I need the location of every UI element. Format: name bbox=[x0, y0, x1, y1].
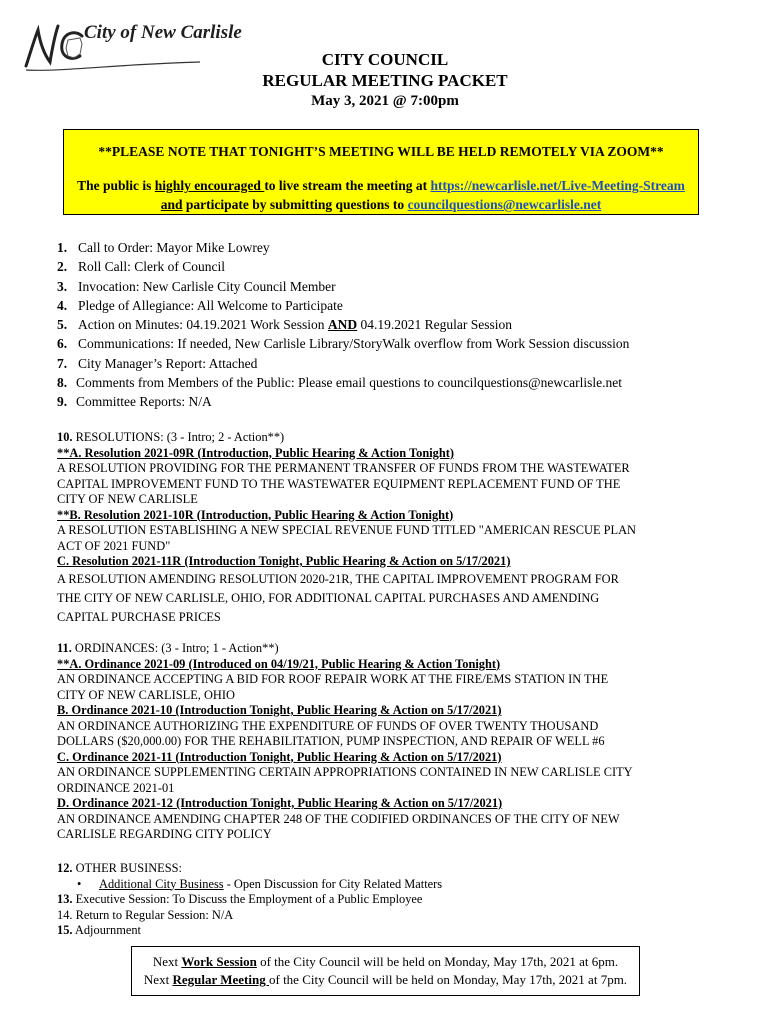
agenda-text: Call to Order: Mayor Mike Lowrey bbox=[78, 240, 270, 255]
notice-text: The public is bbox=[77, 178, 155, 193]
ordinance-text: CITY OF NEW CARLISLE, OHIO bbox=[57, 687, 235, 702]
ordinance-title: B. Ordinance 2021-10 (Introduction Tonight, Public Hearing & Action on 5/17/2021) bbox=[57, 703, 502, 717]
agenda-text: Invocation: New Carlisle City Council Member bbox=[78, 278, 336, 294]
agenda-item bbox=[57, 257, 629, 276]
logo-wordmark: City of New Carlisle bbox=[84, 22, 242, 43]
agenda-text: 04.19.2021 Regular Session bbox=[357, 317, 513, 333]
agenda-item bbox=[57, 277, 629, 296]
agenda-item bbox=[57, 354, 629, 373]
agenda-item bbox=[57, 238, 629, 257]
resolutions-section bbox=[57, 430, 717, 627]
bullet-icon: • bbox=[77, 876, 82, 891]
other-business-text: - Open Discussion for City Related Matters bbox=[223, 876, 443, 891]
section-heading: Executive Session: To Discuss the Employment of a Public Employee bbox=[72, 892, 423, 906]
footer-text: Next bbox=[152, 954, 182, 969]
next-meetings-box bbox=[131, 946, 640, 996]
ordinance-text: ORDINANCE 2021-01 bbox=[57, 780, 175, 795]
notice-body bbox=[64, 176, 698, 214]
section-number: 15. bbox=[57, 923, 73, 937]
document-title: CITY COUNCIL bbox=[321, 50, 449, 69]
agenda-item bbox=[57, 373, 629, 392]
resolution-text: CAPITAL PURCHASE PRICES bbox=[57, 609, 221, 624]
agenda-text: Communications: If needed, New Carlisle Library/StoryWalk overflow from Work Session discussion bbox=[78, 336, 630, 352]
agenda-number: 7. bbox=[57, 355, 68, 371]
agenda-number: 8. bbox=[57, 375, 68, 391]
agenda-number: 9. bbox=[57, 394, 68, 410]
agenda-number: 2. bbox=[57, 259, 68, 275]
agenda-text: Pledge of Allegiance: All Welcome to Participate bbox=[78, 297, 343, 313]
meeting-date: May 3, 2021 @ 7:00pm bbox=[311, 93, 459, 109]
agenda-item bbox=[57, 296, 629, 315]
resolution-text: CITY OF NEW CARLISLE bbox=[57, 492, 198, 506]
next-work-session bbox=[132, 954, 639, 970]
agenda-list bbox=[57, 238, 629, 412]
agenda-text: City Manager’s Report: Attached bbox=[78, 355, 258, 371]
agenda-text: Comments from Members of the Public: Please email questions to councilquestions@newcarlisle.net bbox=[76, 375, 622, 391]
agenda-number: 4. bbox=[57, 297, 68, 313]
ordinance-title: D. Ordinance 2021-12 (Introduction Tonight, Public Hearing & Action on 5/17/2021) bbox=[57, 796, 503, 810]
section-heading: OTHER BUSINESS: bbox=[72, 861, 182, 875]
section-number: 13. bbox=[57, 892, 73, 906]
live-stream-link[interactable]: https://newcarlisle.net/Live-Meeting-Stream bbox=[430, 178, 685, 193]
agenda-text: Action on Minutes: 04.19.2021 Work Session bbox=[78, 317, 328, 333]
agenda-text: Committee Reports: N/A bbox=[76, 394, 212, 410]
ordinance-title: **A. Ordinance 2021-09 (Introduced on 04/19/21, Public Hearing & Action Tonight) bbox=[57, 656, 501, 671]
agenda-number: 1. bbox=[57, 240, 68, 255]
resolution-title: C. Resolution 2021-11R (Introduction Tonight, Public Hearing & Action on 5/17/2021) bbox=[57, 554, 511, 568]
ordinance-text: AN ORDINANCE SUPPLEMENTING CERTAIN APPROPRIATIONS CONTAINED IN NEW CARLISLE CITY bbox=[57, 765, 633, 779]
document-subtitle: REGULAR MEETING PACKET bbox=[262, 71, 508, 90]
agenda-item bbox=[57, 334, 629, 353]
section-heading: Adjournment bbox=[72, 923, 141, 937]
notice-text: participate by submitting questions to bbox=[182, 197, 408, 212]
footer-text: Next bbox=[143, 972, 173, 987]
notice-text: to live stream the meeting at bbox=[264, 178, 431, 193]
other-business-section bbox=[57, 861, 717, 939]
notice-headline: **PLEASE NOTE THAT TONIGHT’S MEETING WILL BE HELD REMOTELY VIA ZOOM** bbox=[98, 144, 664, 159]
resolution-text: ACT OF 2021 FUND" bbox=[57, 538, 171, 553]
ordinance-title: C. Ordinance 2021-11 (Introduction Tonight, Public Hearing & Action on 5/17/2021) bbox=[57, 749, 502, 764]
ordinance-text: AN ORDINANCE ACCEPTING A BID FOR ROOF REPAIR WORK AT THE FIRE/EMS STATION IN THE bbox=[57, 672, 609, 686]
footer-emphasis: Regular Meeting bbox=[172, 972, 269, 987]
agenda-number: 3. bbox=[57, 278, 68, 294]
notice-emphasis: and bbox=[160, 197, 183, 212]
remote-meeting-notice bbox=[63, 129, 699, 215]
agenda-item bbox=[57, 392, 629, 411]
section-number: 11. bbox=[57, 641, 72, 655]
resolution-text: CAPITAL IMPROVEMENT FUND TO THE WASTEWATER EQUIPMENT REPLACEMENT FUND OF THE bbox=[57, 476, 621, 491]
resolution-text: THE CITY OF NEW CARLISLE, OHIO, FOR ADDITIONAL CAPITAL PURCHASES AND AMENDING bbox=[57, 590, 600, 605]
other-business-item bbox=[57, 877, 717, 893]
agenda-number: 5. bbox=[57, 317, 68, 333]
ordinance-text: CARLISLE REGARDING CITY POLICY bbox=[57, 827, 272, 841]
section-heading: 14. Return to Regular Session: N/A bbox=[57, 907, 234, 922]
other-business-link: Additional City Business bbox=[99, 876, 224, 891]
ordinance-text: AN ORDINANCE AMENDING CHAPTER 248 OF THE CODIFIED ORDINANCES OF THE CITY OF NEW bbox=[57, 811, 620, 826]
resolution-text: A RESOLUTION PROVIDING FOR THE PERMANENT TRANSFER OF FUNDS FROM THE WASTEWATER bbox=[57, 461, 630, 475]
footer-text: of the City Council will be held on Monday, May 17th, 2021 at 6pm. bbox=[256, 954, 619, 969]
section-heading: RESOLUTIONS: (3 - Intro; 2 - Action**) bbox=[72, 430, 285, 444]
footer-text: of the City Council will be held on Monday, May 17th, 2021 at 7pm. bbox=[268, 972, 628, 987]
resolution-text: A RESOLUTION ESTABLISHING A NEW SPECIAL REVENUE FUND TITLED "AMERICAN RESCUE PLAN bbox=[57, 523, 636, 537]
agenda-text: Roll Call: Clerk of Council bbox=[78, 259, 225, 275]
agenda-number: 6. bbox=[57, 336, 68, 352]
questions-email-link[interactable]: councilquestions@newcarlisle.net bbox=[407, 197, 602, 212]
resolution-title: **A. Resolution 2021-09R (Introduction, Public Hearing & Action Tonight) bbox=[57, 445, 454, 460]
notice-emphasis: highly encouraged bbox=[154, 178, 265, 193]
ordinance-text: AN ORDINANCE AUTHORIZING THE EXPENDITURE OF FUNDS OF OVER TWENTY THOUSAND bbox=[57, 718, 599, 733]
ordinances-section bbox=[57, 641, 717, 843]
agenda-item bbox=[57, 315, 629, 334]
next-regular-meeting bbox=[132, 972, 639, 988]
section-number: 12. bbox=[57, 861, 73, 875]
ordinance-text: DOLLARS ($20,000.00) FOR THE REHABILITATION, PUMP INSPECTION, AND REPAIR OF WELL #6 bbox=[57, 734, 605, 748]
footer-emphasis: Work Session bbox=[181, 954, 257, 969]
section-heading: ORDINANCES: (3 - Intro; 1 - Action**) bbox=[71, 641, 279, 655]
resolution-title: **B. Resolution 2021-10R (Introduction, Public Hearing & Action Tonight) bbox=[57, 507, 454, 522]
agenda-emphasis: AND bbox=[327, 317, 358, 333]
resolution-text: A RESOLUTION AMENDING RESOLUTION 2020-21R, THE CAPITAL IMPROVEMENT PROGRAM FOR bbox=[57, 571, 619, 586]
section-number: 10. bbox=[57, 430, 73, 444]
